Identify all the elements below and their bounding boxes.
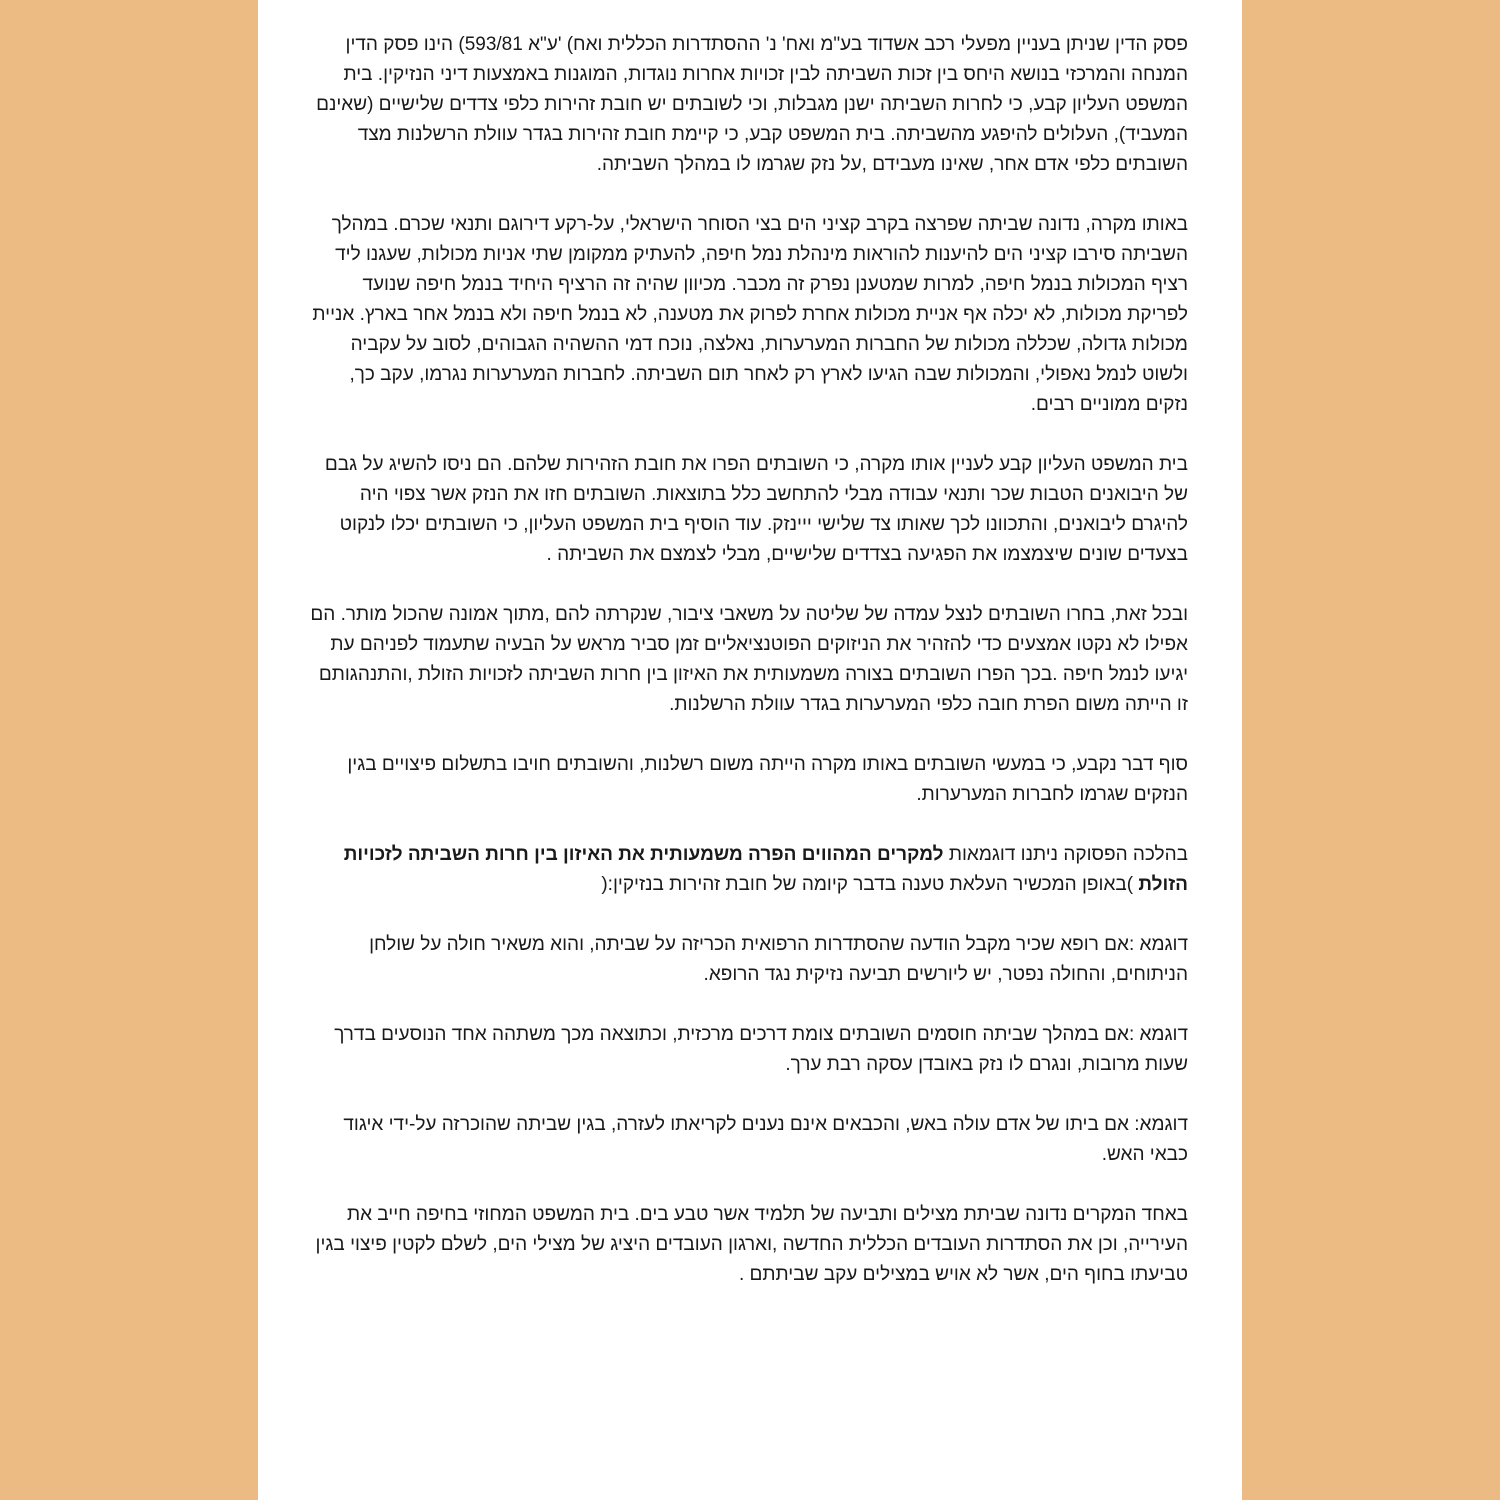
example-road-block: דוגמא :אם במהלך שביתה חוסמים השובתים צומת דרכים מרכזית, וכתוצאה מכך משתהה אחד הנוסעים בדרך שעות מרובות, ונגרם לו נזק באובדן עסקה רבת ערך. <box>334 1024 1188 1075</box>
example-doctor: דוגמא :אם רופא שכיר מקבל הודעה שהסתדרות הרפואית הכריזה על שביתה, והוא משאיר חולה על שולחן הניתוחים, והחולה נפטר, יש ליורשים תביעה נזיקית נגד הרופא. <box>369 934 1188 985</box>
paragraph-lifeguards-case: באחד המקרים נדונה שביתת מצילים ותביעה של תלמיד אשר טבע בים. בית המשפט המחוזי בחיפה חייב את העירייה, וכן את הסתדרות העובדים הכללית החדשה ,וארגון העובדים היציג של מצילי הים, לשלם לקטין פיצוי בגין טביעתו בחוף הים, אשר לא אויש במצילים עקב שביתתם . <box>315 1204 1188 1285</box>
examples-intro-text: בהלכה הפסוקה ניתנו דוגמאות <box>943 844 1188 865</box>
paragraph-case-facts: באותו מקרה, נדונה שביתה שפרצה בקרב קציני הים בצי הסוחר הישראלי, על-רקע דירוגם ותנאי שכרם. במהלך השביתה סירבו קציני הים להיענות להוראות מינהלת נמל חיפה, להעתיק ממקומן שתי אניות מכולות, שעגנו ליד רציף המכולות בנמל חיפה, למרות שמטענן נפרק זה מכבר. מכיוון שהיה זה הרציף היחיד בנמל חיפה שנועד לפריקת מכולות, לא יכלה אף אניית מכולות אחרת לפרוק את מטענה, לא בנמל חיפה ולא בנמל אחר בארץ. אניית מכולות גדולה, שכללה מכולות של החברות המערערות, נאלצה, נוכח דמי ההשהיה הגבוהים, לסוב על עקביה ולשוט לנמל נאפולי, והמכולות שבה הגיעו לארץ רק לאחר תום השביתה. לחברות המערערות נגרמו, עקב כך, נזקים ממוניים רבים. <box>312 214 1188 415</box>
document-body <box>310 30 1188 1290</box>
examples-intro-tail: )באופן המכשיר העלאת טענה בדבר קיומה של חובת זהירות בנזיקין:( <box>601 874 1139 895</box>
paragraph-conclusion: סוף דבר נקבע, כי במעשי השובתים באותו מקרה הייתה משום רשלנות, והשובתים חויבו בתשלום פיצויים בגין הנזקים שגרמו לחברות המערערות. <box>347 754 1188 805</box>
paragraph-court-ruling: בית המשפט העליון קבע לעניין אותו מקרה, כי השובתים הפרו את חובת הזהירות שלהם. הם ניסו להשיג על גבם של היבואנים הטבות שכר ותנאי עבודה מבלי להתחשב כלל בתוצאות. השובתים חזו את הנזק אשר צפוי היה להיגרם ליבואנים, והתכוונו לכך שאותו צד שלישי ייינזק. עוד הוסיף בית המשפט העליון, כי השובתים יכלו לנקוט בצעדים שונים שיצמצמו את הפגיעה בצדדים שלישיים, מבלי לצמצם את השביתה . <box>324 454 1188 565</box>
example-firefighters: דוגמא: אם ביתו של אדם עולה באש, והכבאים אינם נענים לקריאתו לעזרה, בגין שביתה שהוכרזה על-ידי איגוד כבאי האש. <box>343 1114 1188 1165</box>
examples-intro-bold: למקרים המהווים הפרה משמעותית את האיזון בין חרות השביתה לזכויות הזולת <box>343 844 1188 895</box>
paragraph-strikers-conduct: ובכל זאת, בחרו השובתים לנצל עמדה של שליטה על משאבי ציבור, שנקרתה להם ,מתוך אמונה שהכול מותר. הם אפילו לא נקטו אמצעים כדי להזהיר את הניזוקים הפוטנציאליים זמן סביר מראש על הבעיה שתעמוד לפניהם עת יגיעו לנמל חיפה .בכך הפרו השובתים בצורה משמעותית את האיזון בין חרות השביתה לזכויות הזולת ,והתנהגותם זו הייתה משום הפרת חובה כלפי המערערות בגדר עוולת הרשלנות. <box>310 604 1188 715</box>
paragraph-examples-intro <box>310 840 1188 900</box>
paragraph-ruling-intro: פסק הדין שניתן בעניין מפעלי רכב אשדוד בע"מ ואח' נ' ההסתדרות הכללית ואח) 'ע"א 593/81) הינו פסק הדין המנחה והמרכזי בנושא היחס בין זכות השביתה לבין זכויות אחרות נוגדות, המוגנות באמצעות דיני הנזיקין. בית המשפט העליון קבע, כי לחרות השביתה ישנן מגבלות, וכי לשובתים יש חובת זהירות כלפי צדדים שלישיים (שאינם המעביד), העלולים להיפגע מהשביתה. בית המשפט קבע, כי קיימת חובת זהירות בגדר עוולת הרשלנות מצד השובתים כלפי אדם אחר, שאינו מעבידם ,על נזק שגרמו לו במהלך השביתה. <box>316 34 1188 175</box>
